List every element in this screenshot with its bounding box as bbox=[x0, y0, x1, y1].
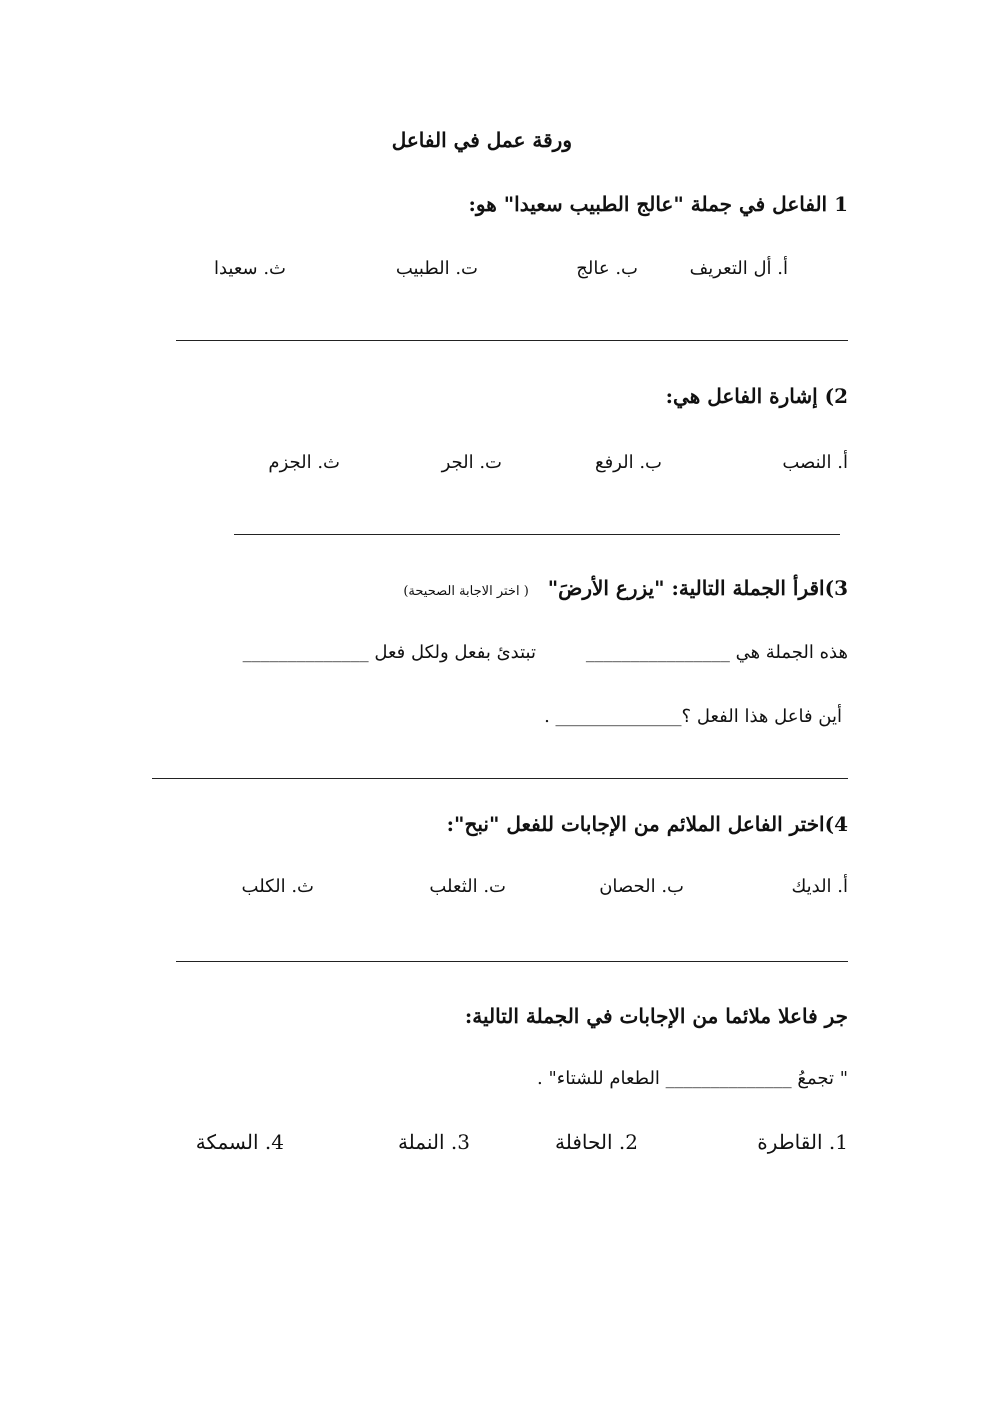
question-3 bbox=[403, 576, 848, 600]
q3-blank-line-1b[interactable]: تبتدئ بفعل ولكل فعل ______________ bbox=[242, 642, 536, 663]
worksheet-title: ورقة عمل في الفاعل bbox=[391, 128, 572, 152]
q2-option-b[interactable]: ب. الرفع bbox=[595, 452, 662, 473]
q3-blank-line-2[interactable]: أين فاعل هذا الفعل ؟______________ . bbox=[544, 706, 842, 727]
q1-option-c[interactable]: ت. الطبيب bbox=[395, 258, 478, 279]
divider-line-4 bbox=[176, 961, 848, 962]
question-4: 4)اختر الفاعل الملائم من الإجابات للفعل "نبح": bbox=[446, 812, 848, 836]
question-3-note: ( اختر الاجابة الصحيحة) bbox=[403, 584, 529, 599]
divider-line-2 bbox=[234, 534, 840, 535]
q5-option-1[interactable]: 1. القاطرة bbox=[757, 1130, 848, 1154]
divider-line-3 bbox=[152, 778, 848, 779]
q4-option-b[interactable]: ب. الحصان bbox=[599, 876, 684, 897]
q4-option-d[interactable]: ث. الكلب bbox=[241, 876, 314, 897]
question-5: جر فاعلا ملائما من الإجابات في الجملة التالية: bbox=[464, 1004, 848, 1028]
q5-sentence[interactable]: " تجمعُ ______________ الطعام للشتاء" . bbox=[537, 1068, 848, 1089]
q2-option-c[interactable]: ت. الجر bbox=[441, 452, 502, 473]
question-2: 2) إشارة الفاعل هي: bbox=[665, 384, 848, 408]
q1-option-d[interactable]: ث. سعيدا bbox=[213, 258, 286, 279]
q2-option-a[interactable]: أ. النصب bbox=[782, 452, 848, 473]
q5-option-2[interactable]: 2. الحافلة bbox=[554, 1130, 638, 1154]
q5-option-4[interactable]: 4. السمكة bbox=[195, 1130, 284, 1154]
q1-option-b[interactable]: ب. عالج bbox=[576, 258, 638, 279]
question-1: 1 الفاعل في جملة "عالج الطبيب سعيدا" هو: bbox=[468, 192, 848, 216]
divider-line-1 bbox=[176, 340, 848, 341]
q4-option-a[interactable]: أ. الديك bbox=[791, 876, 848, 897]
q2-option-d[interactable]: ث. الجزم bbox=[268, 452, 340, 473]
q4-option-c[interactable]: ت. الثعلب bbox=[429, 876, 506, 897]
q3-blank-line-1a[interactable]: هذه الجملة هي ________________ bbox=[585, 642, 848, 663]
question-3-text: 3)اقرأ الجملة التالية: "يزرع الأرضَ" bbox=[547, 576, 848, 600]
q5-option-3[interactable]: 3. النملة bbox=[397, 1130, 470, 1154]
q1-option-a[interactable]: أ. أل التعريف bbox=[689, 258, 788, 279]
